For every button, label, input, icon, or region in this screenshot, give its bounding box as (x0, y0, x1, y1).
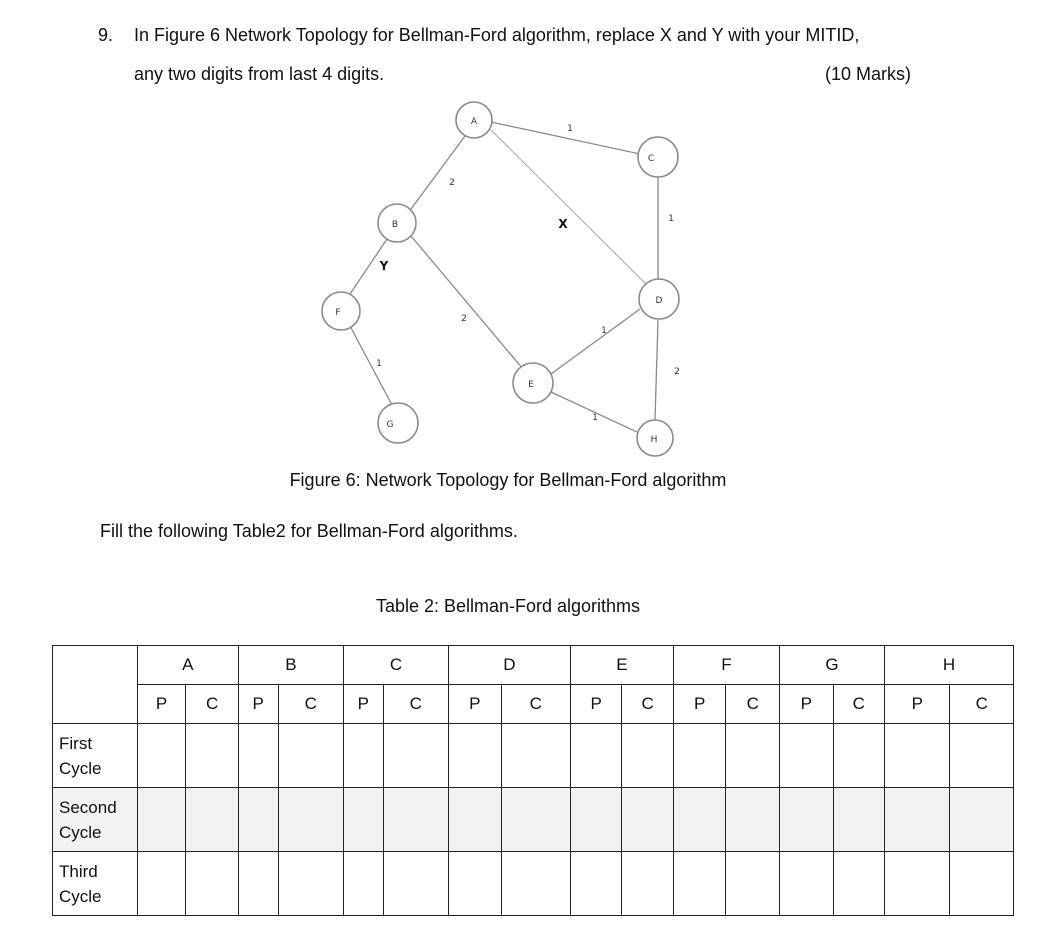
column-header-d: D (449, 646, 571, 685)
table-input-cell[interactable] (673, 788, 726, 852)
table-input-cell[interactable] (833, 724, 885, 788)
subheader-c: C (622, 685, 674, 724)
table-input-cell[interactable] (238, 724, 278, 788)
table-input-cell[interactable] (343, 724, 383, 788)
node-d (639, 279, 679, 319)
table-input-cell[interactable] (833, 788, 885, 852)
column-header-g: G (780, 646, 885, 685)
subheader-c: C (383, 685, 448, 724)
edge-b-e (411, 236, 523, 369)
subheader-p: P (343, 685, 383, 724)
table-input-cell[interactable] (673, 724, 726, 788)
table-input-cell[interactable] (501, 788, 570, 852)
subheader-row (53, 685, 1014, 724)
column-header-a: A (137, 646, 238, 685)
edge-d-e (551, 309, 640, 374)
subheader-c: C (278, 685, 343, 724)
edge-weight-b-e: 2 (461, 314, 467, 324)
subheader-c: C (186, 685, 239, 724)
subheader-p: P (780, 685, 834, 724)
table-input-cell[interactable] (186, 724, 239, 788)
table-input-cell[interactable] (950, 852, 1014, 916)
edge-weight-a-c: 1 (567, 124, 573, 134)
subheader-p: P (885, 685, 950, 724)
bellman-ford-table (52, 645, 1014, 916)
table-input-cell[interactable] (570, 724, 622, 788)
instruction-text: Fill the following Table2 for Bellman-Ford algorithms. (100, 521, 518, 541)
node-a (456, 102, 492, 138)
network-topology-figure (0, 0, 1050, 470)
node-c (638, 137, 678, 177)
table-row-second-cycle (53, 788, 1014, 852)
table-input-cell[interactable] (278, 852, 343, 916)
table-input-cell[interactable] (449, 788, 502, 852)
table-input-cell[interactable] (780, 852, 834, 916)
column-header-c: C (343, 646, 448, 685)
column-header-h: H (885, 646, 1014, 685)
table-input-cell[interactable] (726, 724, 780, 788)
table-input-cell[interactable] (278, 788, 343, 852)
table-input-cell[interactable] (383, 724, 448, 788)
edge-a-d (491, 130, 650, 288)
table-input-cell[interactable] (238, 788, 278, 852)
row-label-line2: Cycle (59, 758, 102, 778)
table-row-third-cycle (53, 852, 1014, 916)
row-label-second-cycle (53, 788, 138, 852)
edge-weight-d-h: 2 (674, 367, 680, 377)
figure-caption: Figure 6: Network Topology for Bellman-Ford algorithm (289, 470, 727, 490)
node-f (322, 292, 360, 330)
node-b-label: B (391, 220, 399, 230)
table-corner-cell (53, 646, 138, 724)
subheader-c: C (833, 685, 885, 724)
table-input-cell[interactable] (833, 852, 885, 916)
table-input-cell[interactable] (278, 724, 343, 788)
edge-a-c (491, 122, 640, 154)
question-number: 9. (98, 25, 114, 45)
table-input-cell[interactable] (726, 788, 780, 852)
table-input-cell[interactable] (383, 852, 448, 916)
table-input-cell[interactable] (885, 724, 950, 788)
node-e (513, 363, 553, 403)
node-a-label: A (470, 117, 478, 127)
column-header-e: E (570, 646, 673, 685)
table-input-cell[interactable] (449, 724, 502, 788)
table-input-cell[interactable] (726, 852, 780, 916)
table-input-cell[interactable] (885, 788, 950, 852)
row-label-line1: Second (59, 797, 117, 817)
subheader-p: P (673, 685, 726, 724)
table-input-cell[interactable] (673, 852, 726, 916)
table-input-cell[interactable] (780, 724, 834, 788)
table-input-cell[interactable] (137, 788, 186, 852)
node-g (378, 403, 418, 443)
table-input-cell[interactable] (186, 788, 239, 852)
edge-weight-d-e: 1 (601, 326, 607, 336)
edge-weight-a-b: 2 (449, 178, 455, 188)
subheader-p: P (570, 685, 622, 724)
column-header-b: B (238, 646, 343, 685)
table-input-cell[interactable] (570, 788, 622, 852)
node-f-label: F (335, 308, 341, 318)
row-label-first-cycle (53, 724, 138, 788)
row-label-line2: Cycle (59, 822, 102, 842)
table-input-cell[interactable] (343, 852, 383, 916)
table-input-cell[interactable] (343, 788, 383, 852)
table-input-cell[interactable] (449, 852, 502, 916)
node-b (378, 204, 416, 242)
column-header-f: F (673, 646, 779, 685)
subheader-c: C (501, 685, 570, 724)
table-input-cell[interactable] (622, 724, 674, 788)
table-input-cell[interactable] (570, 852, 622, 916)
table-input-cell[interactable] (950, 788, 1014, 852)
edge-weight-e-h: 1 (592, 413, 598, 423)
row-label-line1: Third (59, 861, 98, 881)
row-label-third-cycle (53, 852, 138, 916)
table-caption: Table 2: Bellman-Ford algorithms (375, 596, 641, 616)
node-e-label: E (528, 380, 534, 390)
node-h-label: H (650, 435, 658, 445)
table-input-cell[interactable] (950, 724, 1014, 788)
edge-f-g (350, 326, 392, 405)
table-input-cell[interactable] (238, 852, 278, 916)
table-row-first-cycle (53, 724, 1014, 788)
edge-e-h (551, 392, 637, 432)
subheader-c: C (950, 685, 1014, 724)
subheader-p: P (449, 685, 502, 724)
table-input-cell[interactable] (501, 852, 570, 916)
edge-a-b (411, 136, 465, 209)
node-h (637, 420, 673, 456)
edge-d-h (655, 320, 658, 420)
table-input-cell[interactable] (622, 852, 674, 916)
table-input-cell[interactable] (622, 788, 674, 852)
table-input-cell[interactable] (885, 852, 950, 916)
question-text-line1: In Figure 6 Network Topology for Bellman-Ford algorithm, replace X and Y with your MITID, (134, 25, 860, 45)
subheader-p: P (238, 685, 278, 724)
question-text-line2: any two digits from last 4 digits. (134, 64, 385, 84)
subheader-c: C (726, 685, 780, 724)
edge-weight-f-g: 1 (376, 359, 382, 369)
table-input-cell[interactable] (383, 788, 448, 852)
node-g-label: G (386, 420, 394, 430)
row-label-line1: First (59, 733, 93, 753)
subheader-p: P (137, 685, 186, 724)
edge-weight-b-f: Y (379, 259, 389, 273)
table-input-cell[interactable] (137, 724, 186, 788)
table-input-cell[interactable] (186, 852, 239, 916)
table-input-cell[interactable] (780, 788, 834, 852)
table-input-cell[interactable] (137, 852, 186, 916)
row-label-line2: Cycle (59, 886, 102, 906)
node-c-label: C (647, 154, 655, 164)
table-input-cell[interactable] (501, 724, 570, 788)
node-d-label: D (655, 296, 663, 306)
edge-weight-c-d: 1 (668, 214, 674, 224)
question-marks: (10 Marks) (825, 64, 912, 84)
edge-weight-a-d: X (558, 217, 568, 231)
